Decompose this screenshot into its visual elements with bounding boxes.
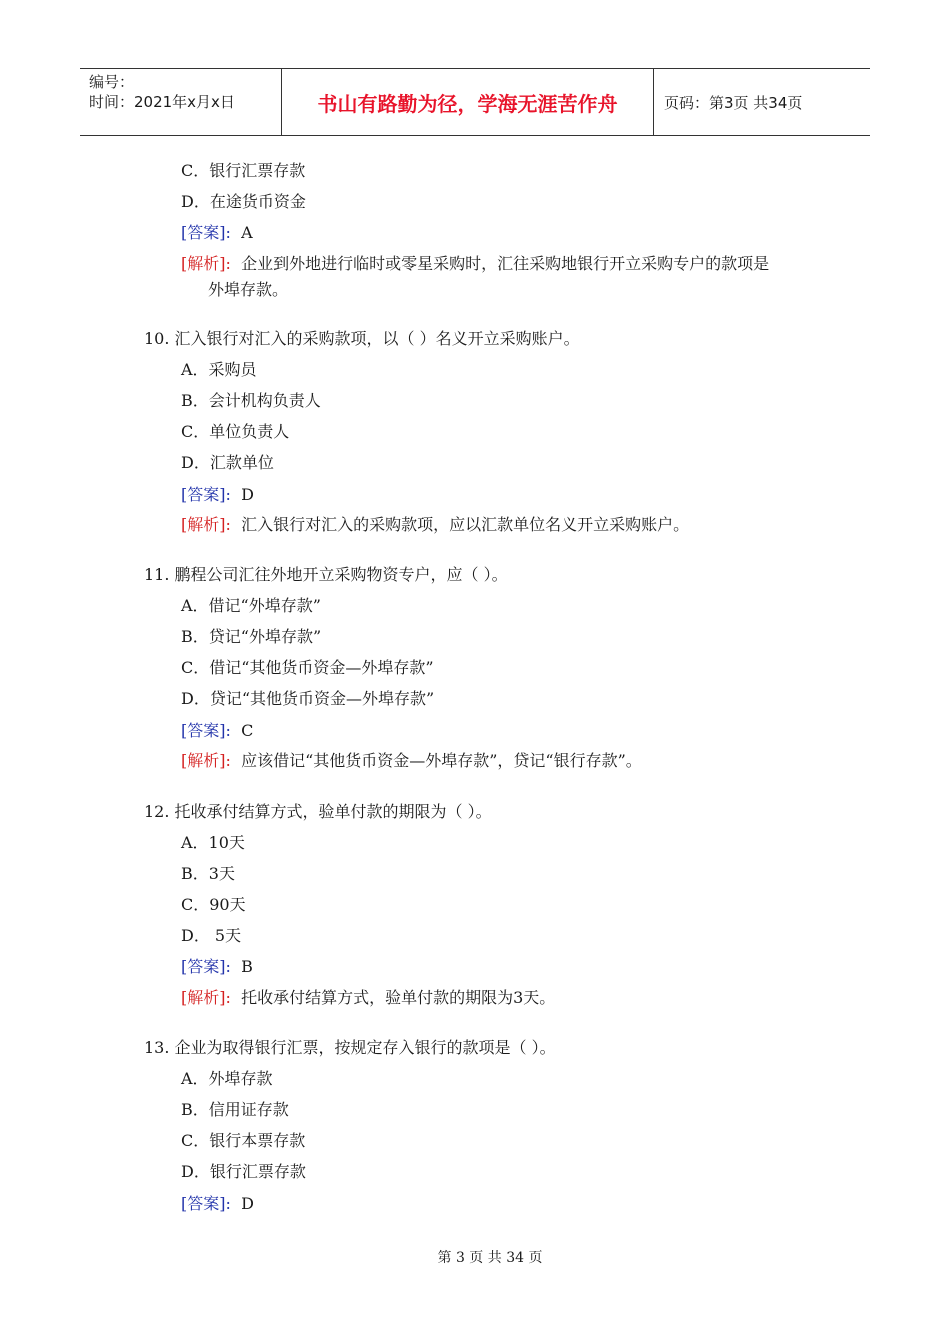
header-meta: [80, 69, 282, 135]
analysis-row: [181, 253, 769, 275]
analysis-text: 应该借记“其他货币资金—外埠存款”，贷记“银行存款”。: [241, 751, 642, 770]
answer-value: D: [241, 485, 254, 504]
option-a: A．外埠存款: [181, 1069, 273, 1088]
answer-row: [181, 484, 254, 506]
option-d: D．银行汇票存款: [181, 1162, 306, 1181]
option-c: C．单位负责人: [181, 422, 290, 441]
analysis-tag: [解析]:: [181, 988, 231, 1007]
page-footer: 第 3 页 共 34 页: [437, 1250, 543, 1266]
option-d: D．在途货币资金: [181, 192, 306, 211]
analysis-row: [181, 750, 642, 772]
option-b: B．信用证存款: [181, 1100, 289, 1119]
analysis-text: 企业到外地进行临时或零星采购时，汇往采购地银行开立采购专户的款项是: [241, 254, 770, 273]
option-d: D．汇款单位: [181, 453, 274, 472]
answer-row: [181, 956, 253, 978]
question-11: 11. 鹏程公司汇往外地开立采购物资专户，应（ ）。: [144, 565, 508, 584]
answer-row: [181, 1193, 254, 1215]
answer-tag: [答案]:: [181, 721, 231, 740]
option-b: B．3天: [181, 864, 235, 883]
page-header: [80, 68, 870, 136]
answer-value: C: [241, 721, 254, 740]
analysis-text: 托收承付结算方式，验单付款的期限为3天。: [241, 988, 556, 1007]
option-d: D． 5天: [181, 926, 242, 945]
header-page-label: 页码：第3页 共34页: [664, 93, 803, 112]
answer-value: D: [241, 1194, 254, 1213]
question-12: 12. 托收承付结算方式，验单付款的期限为（ ）。: [144, 802, 492, 821]
question-13: 13. 企业为取得银行汇票，按规定存入银行的款项是（ ）。: [144, 1038, 556, 1057]
analysis-tag: [解析]:: [181, 751, 231, 770]
time-label: 时间：2021年x月x日: [89, 93, 235, 111]
question-10: 10. 汇入银行对汇入的采购款项，以（ ）名义开立采购账户。: [144, 329, 580, 348]
option-a: A．采购员: [181, 360, 257, 379]
analysis-row: [181, 987, 555, 1009]
option-b: B．会计机构负责人: [181, 391, 321, 410]
option-a: A．10天: [181, 833, 245, 852]
analysis-tag: [解析]:: [181, 515, 231, 534]
answer-value: A: [241, 223, 253, 242]
option-d: D．贷记“其他货币资金—外埠存款”: [181, 689, 435, 708]
analysis-tag: [解析]:: [181, 254, 231, 273]
answer-tag: [答案]:: [181, 485, 231, 504]
header-motto: 书山有路勤为径，学海无涯苦作舟: [282, 69, 654, 135]
answer-tag: [答案]:: [181, 957, 231, 976]
option-c: C．借记“其他货币资金—外埠存款”: [181, 658, 434, 677]
serial-label: 编号：: [89, 73, 135, 91]
analysis-continuation: 外埠存款。: [208, 280, 289, 299]
option-c: C．银行汇票存款: [181, 161, 306, 180]
answer-tag: [答案]:: [181, 223, 231, 242]
option-b: B．贷记“外埠存款”: [181, 627, 322, 646]
analysis-text: 汇入银行对汇入的采购款项，应以汇款单位名义开立采购账户。: [241, 515, 690, 534]
answer-row: [181, 222, 253, 244]
analysis-row: [181, 514, 689, 536]
answer-tag: [答案]:: [181, 1194, 231, 1213]
answer-row: [181, 720, 253, 742]
option-a: A．借记“外埠存款”: [181, 596, 321, 615]
option-c: C．90天: [181, 895, 246, 914]
option-c: C．银行本票存款: [181, 1131, 306, 1150]
answer-value: B: [241, 957, 253, 976]
